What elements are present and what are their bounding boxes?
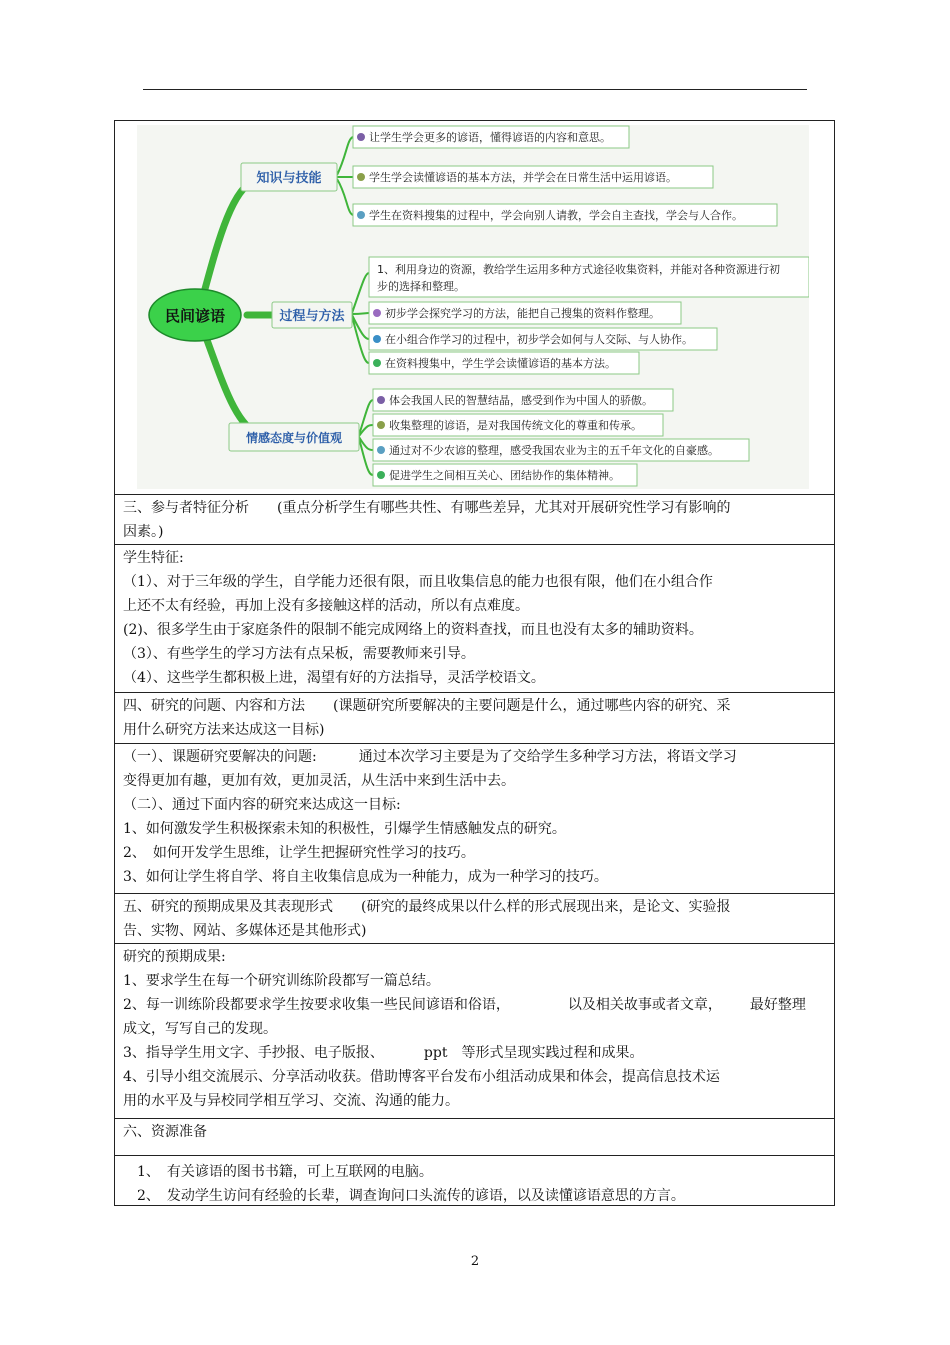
mindmap-leaf: 通过对不少农谚的整理，感受我国农业为主的五千年文化的自豪感。: [389, 444, 719, 457]
mindmap-leaf: 在资料搜集中，学生学会读懂谚语的基本方法。: [385, 357, 616, 370]
mindmap-leaf: 促进学生之间相互关心、团结协作的集体精神。: [389, 469, 620, 482]
student-traits-label: 学生特征:: [123, 550, 184, 566]
result-3: 3、指导学生用文字、手抄报、电子版报、 ppt 等形式呈现实践过程和成果。: [123, 1045, 644, 1061]
section5-body: 研究的预期成果: 1、要求学生在每一个研究训练阶段都写一篇总结。 2、每一训练阶段都要求学生按要求收集一些民间谚语和俗语， 以及相关故事或者文章， 最好整理 成文，写写自己的发现。 3、指导学生用文字、手抄报、电子版报、 ppt 等形式呈现实践过程和成果。 4、引导小组交流展示、分享活动收获。借助博客平台发布小组活动成果和体会，提高信息技术运 用的水平及与异校同学相互学习、交流、沟通的能力。: [115, 943, 834, 1118]
mindmap-figure: [115, 121, 834, 494]
mindmap-leaf: 让学生学会更多的谚语，懂得谚语的内容和意思。: [369, 131, 611, 144]
section5-heading: 五、研究的预期成果及其表现形式 (研究的最终成果以什么样的形式展现出来，是论文、实验报 告、实物、网站、多媒体还是其他形式): [115, 893, 834, 943]
expected-results-label: 研究的预期成果:: [123, 949, 226, 965]
section6-heading: 六、资源准备: [115, 1118, 834, 1155]
section3-heading: 三、参与者特征分析 (重点分析学生有哪些共性、有哪些差异，尤其对开展研究性学习有影响的 因素。): [115, 494, 834, 544]
mindmap-leaf: 初步学会探究学习的方法，能把自己搜集的资料作整理。: [385, 307, 660, 320]
mindmap-diagram: [137, 125, 809, 489]
branch-label: 过程与方法: [279, 309, 345, 324]
mindmap-leaf: 学生在资料搜集的过程中，学会向别人请教，学会自主查找，学会与人合作。: [369, 209, 743, 222]
mindmap-leaf: 收集整理的谚语，是对我国传统文化的尊重和传承。: [389, 419, 642, 432]
mindmap-leaf: 体会我国人民的智慧结晶，感受到作为中国人的骄傲。: [389, 394, 653, 407]
mindmap-leaf: 1、利用身边的资源，教给学生运用多种方式途径收集资料，并能对各种资源进行初: [377, 263, 780, 276]
mindmap-leaf: 步的选择和整理。: [377, 280, 465, 293]
center-node-label: 民间谚语: [164, 307, 226, 325]
section3-body: 学生特征: （1）、对于三年级的学生，自学能力还很有限，而且收集信息的能力也很有限，他们在小组合作 上还不太有经验，再加上没有多接触这样的活动，所以有点难度。 (2)、很多学生由于家庭条件的限制不能完成网络上的资料查找，而且也没有太多的辅助资料。 （3）、有些学生的学习方法有点呆板，需要教师来引导。 （4）、这些学生都积极上进，渴望有好的方法指导，灵活学校语文。: [115, 544, 834, 692]
mindmap-leaf: 在小组合作学习的过程中，初步学会如何与人交际、与人协作。: [385, 333, 693, 346]
section6-body: 1、 有关谚语的图书书籍，可上互联网的电脑。 2、 发动学生访问有经验的长辈，调查询问口头流传的谚语，以及读懂谚语意思的方言。: [115, 1155, 834, 1205]
plan-table: [114, 120, 835, 1206]
mindmap-leaf: 学生学会读懂谚语的基本方法，并学会在日常生活中运用谚语。: [369, 171, 677, 184]
section4-heading: 四、研究的问题、内容和方法 (课题研究所要解决的主要问题是什么，通过哪些内容的研究、采 用什么研究方法来达成这一目标): [115, 692, 834, 743]
header-rule: [143, 89, 807, 90]
result-2-line1: 2、每一训练阶段都要求学生按要求收集一些民间谚语和俗语， 以及相关故事或者文章， 最好整理: [123, 997, 806, 1013]
branch-label: 知识与技能: [256, 171, 322, 186]
page-number: 2: [470, 1254, 480, 1269]
section4-body: （一）、课题研究要解决的问题: 通过本次学习主要是为了交给学生多种学习方法，将语文学习 变得更加有趣，更加有效，更加灵活，从生活中来到生活中去。 （二）、通过下面内容的研究来达成这一目标: 1、如何激发学生积极探索未知的积极性，引爆学生情感触发点的研究。 2、 如何开发学生思维，让学生把握研究性学习的技巧。 3、如何让学生将自学、将自主收集信息成为一种能力，成为一种学习的技巧。: [115, 743, 834, 893]
branch-label: 情感态度与价值观: [245, 431, 343, 445]
